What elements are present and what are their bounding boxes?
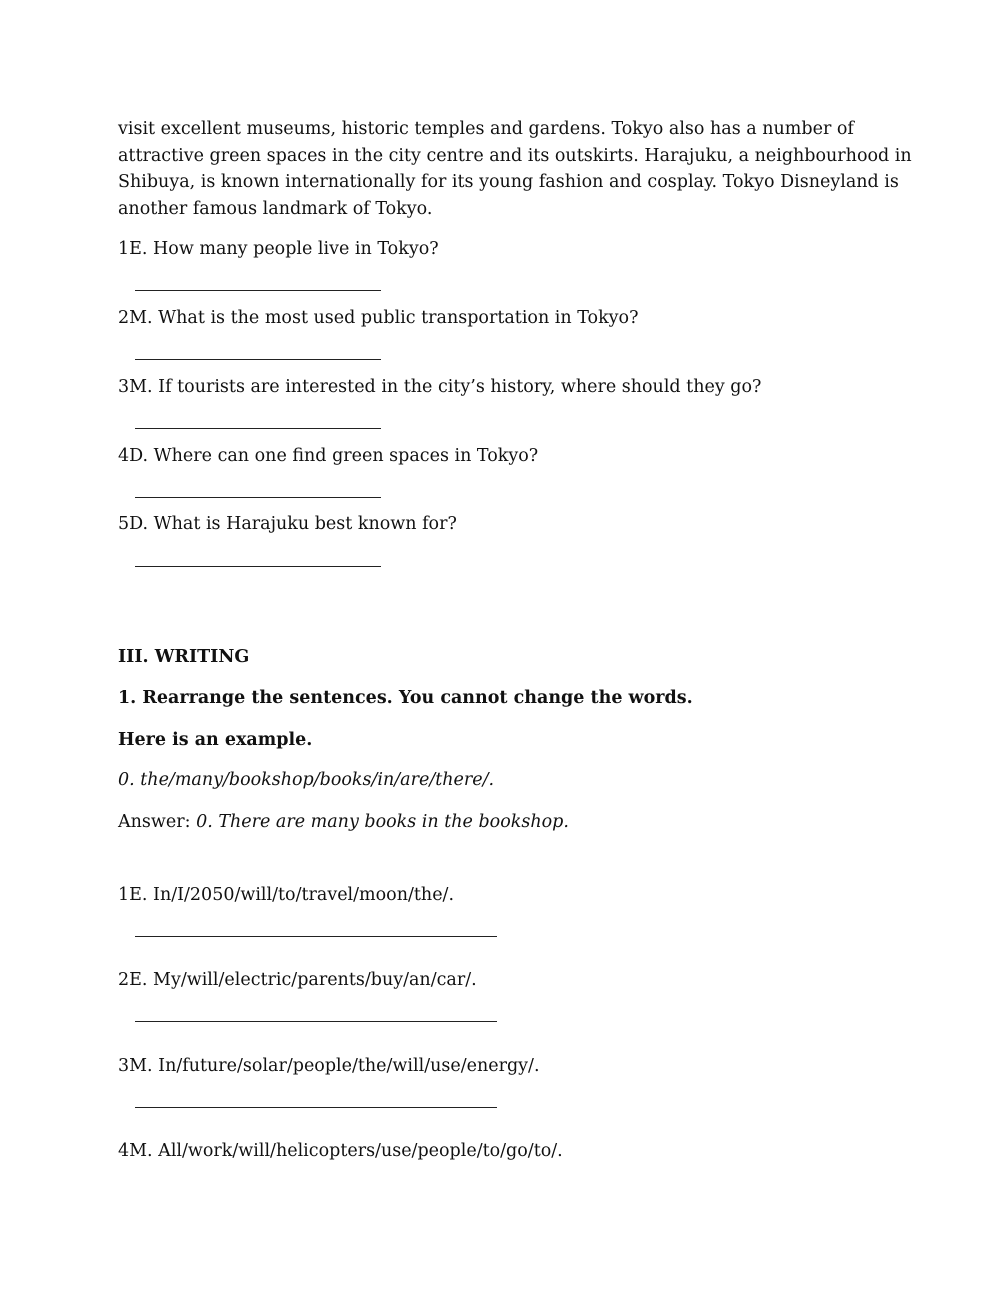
reading-question-4: 4D. Where can one find green spaces in Tokyo? — [118, 446, 539, 466]
answer-line-writing-1[interactable] — [135, 936, 497, 937]
answer-line-reading-1[interactable] — [135, 290, 381, 291]
section-title-writing: III. WRITING — [118, 647, 250, 667]
answer-text: 0. There are many books in the bookshop. — [196, 812, 569, 832]
paragraph-line: another famous landmark of Tokyo. — [118, 198, 433, 219]
reading-question-5: 5D. What is Harajuku best known for? — [118, 514, 457, 534]
answer-line-writing-3[interactable] — [135, 1107, 497, 1108]
task-title: 1. Rearrange the sentences. You cannot change the words. — [118, 688, 693, 708]
paragraph-line: Shibuya, is known internationally for its young fashion and cosplay. Tokyo Disneyland is — [118, 172, 899, 192]
answer-line-reading-5[interactable] — [135, 566, 381, 567]
example-answer — [118, 809, 569, 836]
example-prompt: 0. the/many/bookshop/books/in/are/there/. — [118, 770, 495, 790]
answer-line-reading-2[interactable] — [135, 359, 381, 360]
paragraph-line: attractive green spaces in the city centre and its outskirts. Harajuku, a neighbourhood in — [118, 145, 912, 166]
answer-line-reading-3[interactable] — [135, 428, 381, 429]
example-title: Here is an example. — [118, 730, 313, 750]
reading-paragraph — [118, 116, 912, 222]
writing-item-2: 2E. My/will/electric/parents/buy/an/car/. — [118, 970, 477, 990]
answer-line-reading-4[interactable] — [135, 497, 381, 498]
writing-item-3: 3M. In/future/solar/people/the/will/use/energy/. — [118, 1056, 540, 1076]
answer-line-writing-2[interactable] — [135, 1021, 497, 1022]
reading-question-3: 3M. If tourists are interested in the city’s history, where should they go? — [118, 377, 762, 397]
answer-label: Answer: — [118, 812, 191, 832]
writing-item-4: 4M. All/work/will/helicopters/use/people/to/go/to/. — [118, 1141, 563, 1161]
reading-question-1: 1E. How many people live in Tokyo? — [118, 239, 439, 259]
reading-question-2: 2M. What is the most used public transportation in Tokyo? — [118, 308, 639, 328]
paragraph-line: visit excellent museums, historic temples and gardens. Tokyo also has a number of — [118, 119, 854, 139]
writing-item-1: 1E. In/I/2050/will/to/travel/moon/the/. — [118, 885, 455, 905]
